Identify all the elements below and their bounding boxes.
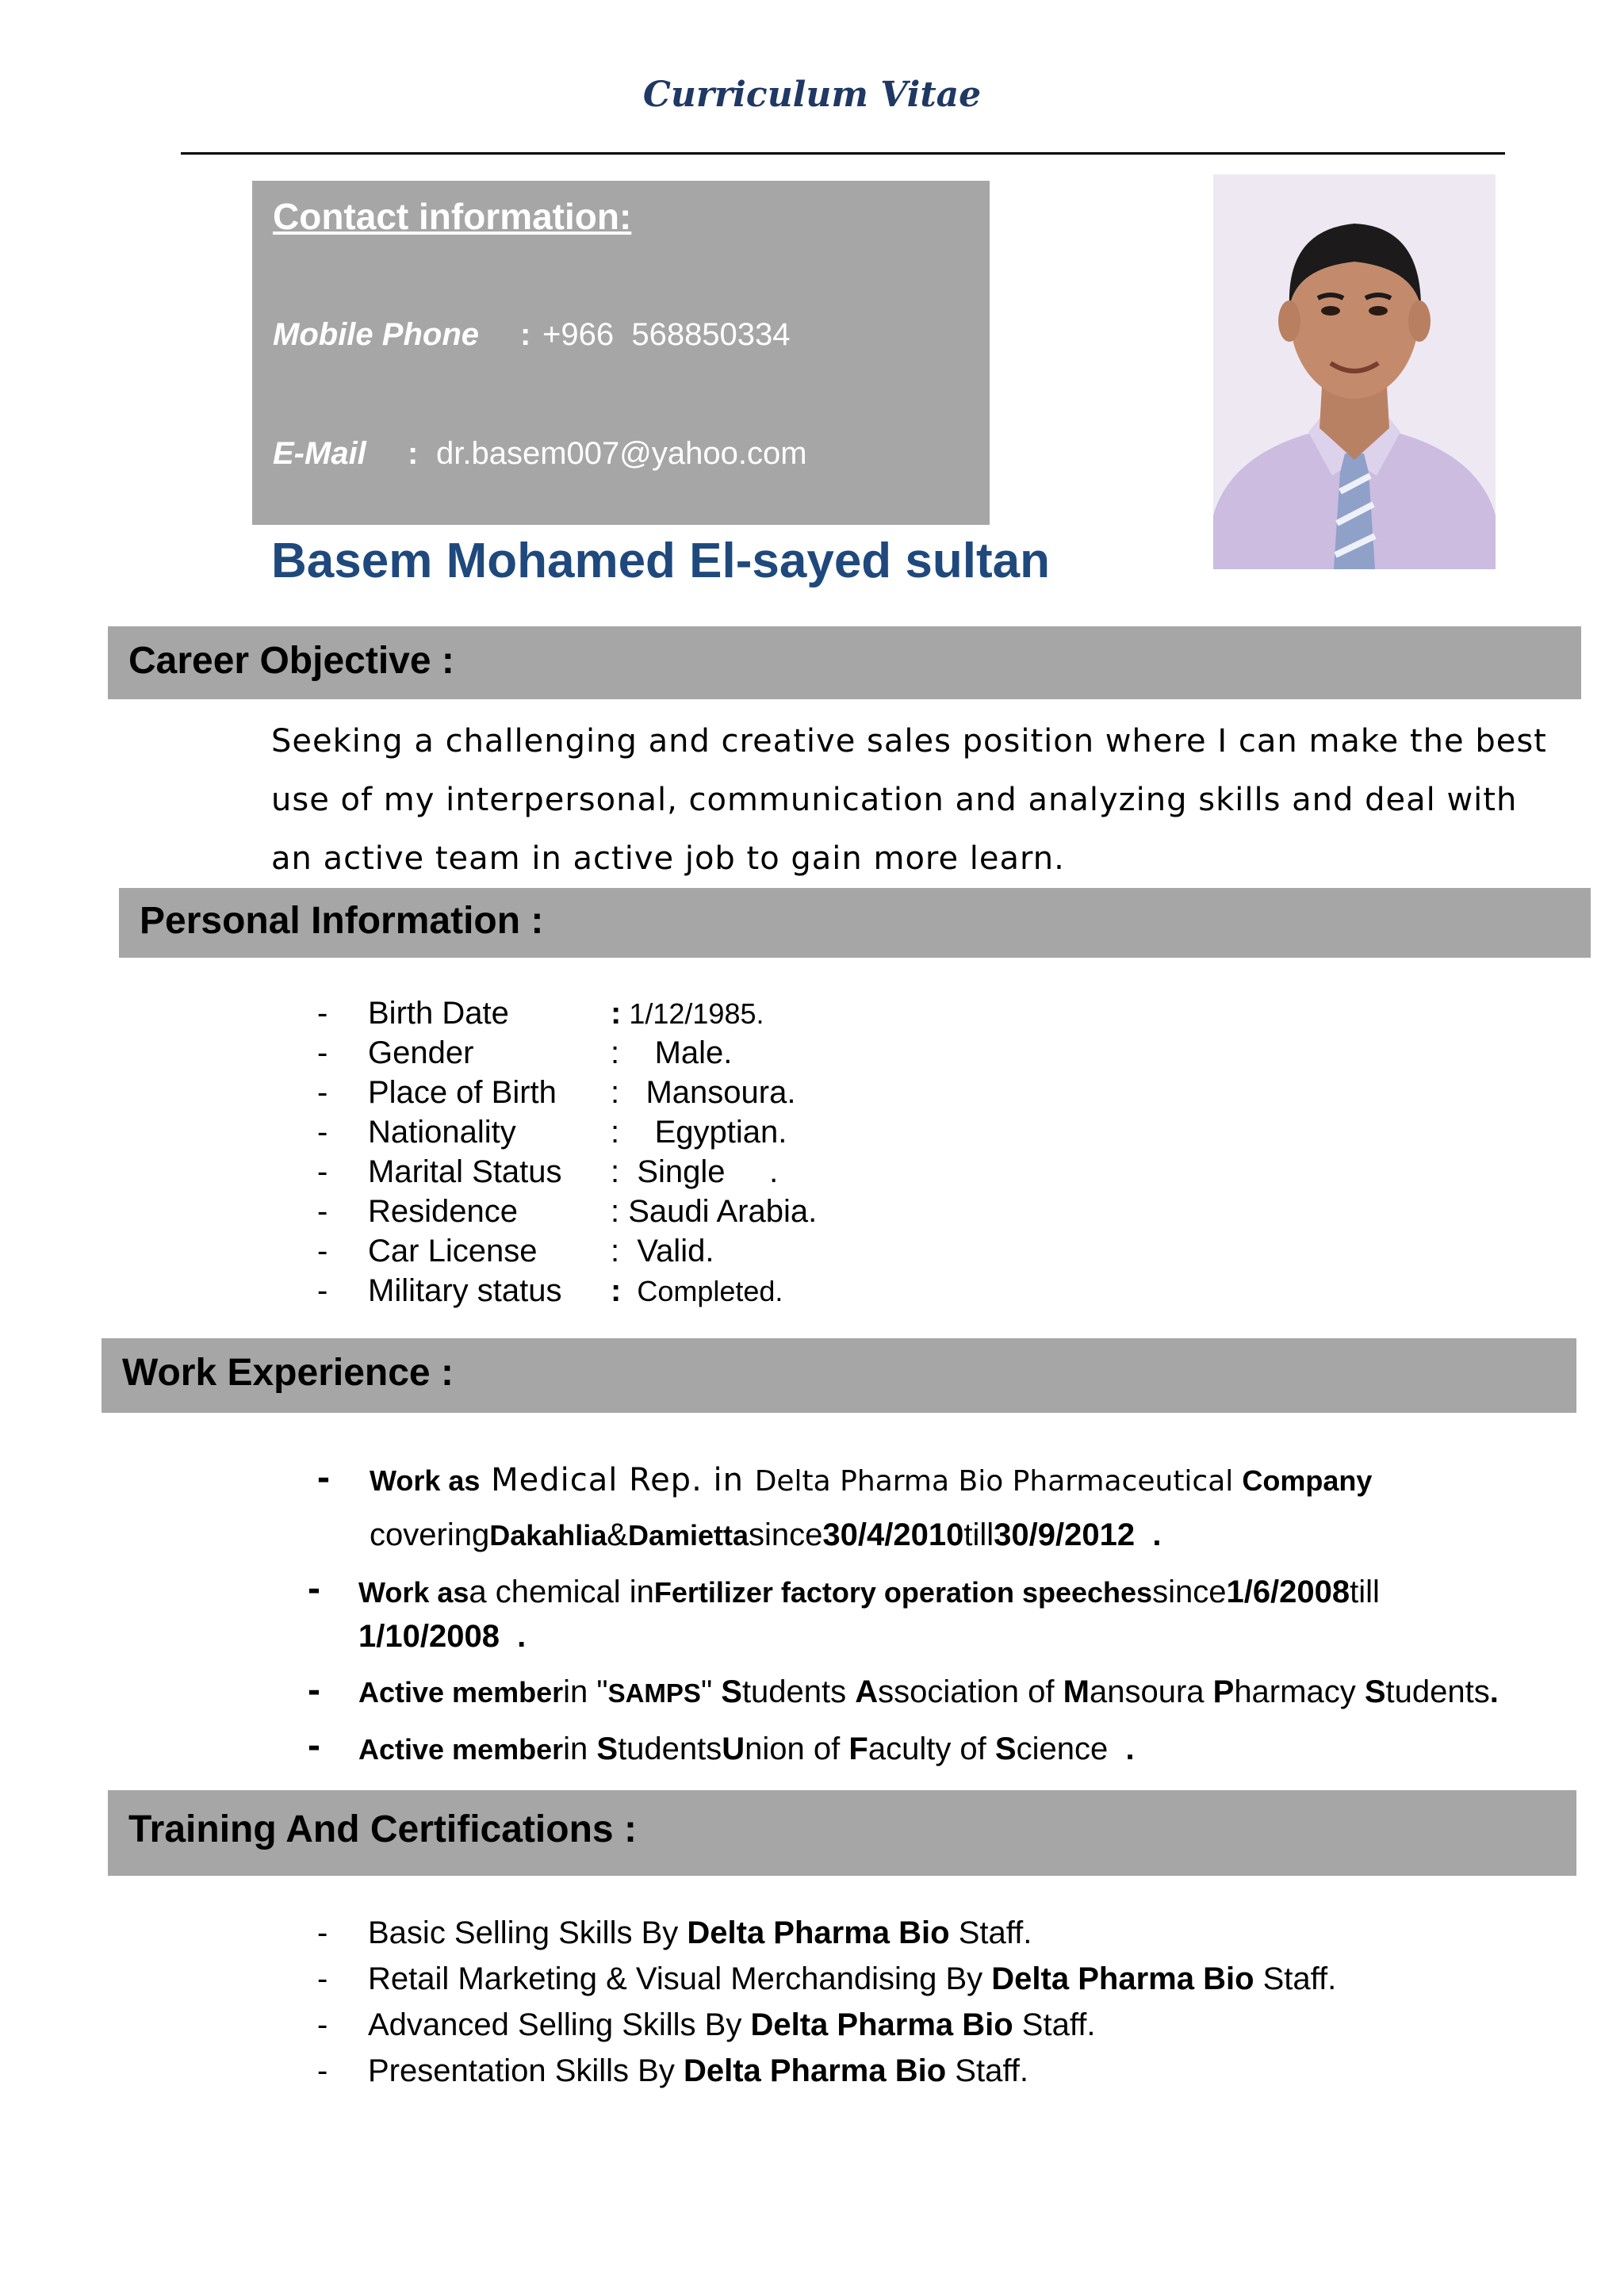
- personal-item-label: Gender: [368, 1035, 474, 1070]
- list-dash: -: [317, 1234, 328, 1269]
- personal-item-label: Residence: [368, 1194, 519, 1229]
- personal-item-value: : Male.: [611, 1035, 733, 1070]
- document-title: Curriculum Vitae: [642, 75, 982, 115]
- contact-box: [252, 181, 990, 525]
- work-experience-heading: Work Experience :: [122, 1352, 454, 1394]
- training-certifications-bar: [108, 1790, 1576, 1876]
- training-item-text: Presentation Skills By Delta Pharma Bio Staff.: [368, 2053, 1028, 2088]
- work-experience-1-line-2: coveringDakahlia&Damiettasince30/4/2010till30/9/2012 .: [370, 1517, 1162, 1552]
- work-experience-3: Active memberin "SAMPS" Students Association of Mansoura Pharmacy Students.: [358, 1674, 1499, 1709]
- work-experience-1-line-1: Work as Medical Rep. in Delta Pharma Bio Pharmaceutical Company: [370, 1462, 1373, 1498]
- list-dash: -: [308, 1724, 320, 1766]
- personal-item-value: : Valid.: [611, 1234, 714, 1269]
- list-dash: -: [317, 1035, 328, 1070]
- list-dash: -: [317, 1194, 328, 1229]
- email-separator: :: [408, 436, 419, 471]
- mobile-separator: :: [520, 317, 531, 352]
- list-dash: -: [308, 1669, 320, 1711]
- personal-item-label: Birth Date: [368, 996, 509, 1031]
- personal-information-bar: [119, 888, 1591, 958]
- personal-item-label: Car License: [368, 1234, 538, 1269]
- list-dash: -: [317, 2053, 328, 2088]
- personal-item-label: Marital Status: [368, 1154, 562, 1189]
- header-rule: [181, 152, 1505, 155]
- email-row: [273, 436, 807, 472]
- list-dash: -: [308, 1567, 320, 1609]
- personal-item-value: : Saudi Arabia.: [611, 1194, 818, 1229]
- career-objective-text: Seeking a challenging and creative sales position where I can make the best use of my interpersonal, communication and analyzing skills and deal with an active team in active job to gain more learn.: [271, 723, 1547, 877]
- mobile-label: Mobile Phone: [273, 317, 479, 352]
- person-name: Basem Mohamed El-sayed sultan: [271, 534, 1050, 588]
- training-item-text: Retail Marketing & Visual Merchandising By Delta Pharma Bio Staff.: [368, 1961, 1337, 1996]
- list-dash: -: [317, 1273, 328, 1308]
- personal-item-label: Place of Birth: [368, 1075, 557, 1110]
- personal-item-value: : Single .: [611, 1154, 779, 1189]
- mobile-row: [273, 317, 791, 353]
- email-value: dr.basem007@yahoo.com: [436, 436, 807, 471]
- work-experience-bar: [102, 1338, 1576, 1413]
- profile-photo-illustration: [1213, 174, 1496, 569]
- list-dash: -: [317, 1456, 330, 1498]
- personal-item-label: Military status: [368, 1273, 562, 1308]
- personal-item-value: : Egyptian.: [611, 1115, 787, 1150]
- personal-item-value: : Mansoura.: [611, 1075, 796, 1110]
- career-objective-heading: Career Objective :: [128, 640, 454, 682]
- list-dash: -: [317, 1115, 328, 1150]
- work-experience-2-line-2: 1/10/2008 .: [358, 1619, 527, 1654]
- training-item-text: Advanced Selling Skills By Delta Pharma Bio Staff.: [368, 2007, 1096, 2042]
- profile-photo: [1213, 174, 1496, 569]
- work-experience-4: Active memberin StudentsUnion of Faculty of Science .: [358, 1732, 1135, 1766]
- list-dash: -: [317, 1075, 328, 1110]
- training-certifications-heading: Training And Certifications :: [128, 1808, 637, 1850]
- list-dash: -: [317, 1154, 328, 1189]
- list-dash: -: [317, 1915, 328, 1950]
- personal-item-value: : Completed.: [611, 1273, 783, 1308]
- personal-item-value: : 1/12/1985.: [611, 996, 764, 1031]
- list-dash: -: [317, 2007, 328, 2042]
- list-dash: -: [317, 1961, 328, 1996]
- personal-information-heading: Personal Information :: [140, 900, 544, 942]
- career-objective-bar: [108, 626, 1581, 699]
- work-experience-2-line-1: Work asa chemical inFertilizer factory operation speechessince1/6/2008till: [358, 1575, 1380, 1609]
- personal-item-label: Nationality: [368, 1115, 516, 1150]
- contact-heading: Contact information:: [273, 196, 632, 237]
- mobile-value: +966 568850334: [542, 317, 791, 352]
- list-dash: -: [317, 996, 328, 1031]
- training-item-text: Basic Selling Skills By Delta Pharma Bio Staff.: [368, 1915, 1032, 1950]
- email-label: E-Mail: [273, 436, 366, 471]
